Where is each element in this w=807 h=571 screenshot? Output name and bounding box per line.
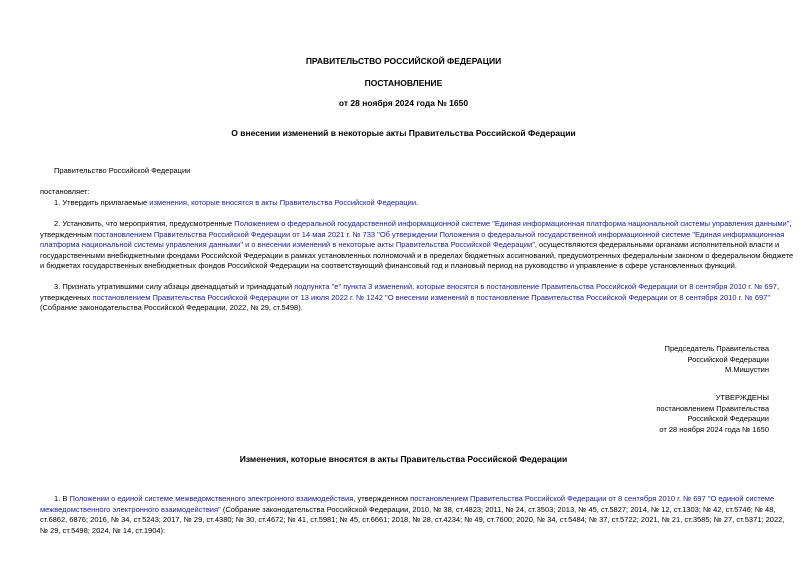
link-regulation-platform[interactable]: Положением о федеральной государственной информационной системе "Единая информационная платформа национальной системы управления данными" bbox=[234, 219, 790, 228]
decides-text: постановляет: bbox=[40, 187, 90, 196]
signature-block: Председатель Правительства Российской Федерации М.Мишустин bbox=[664, 344, 769, 374]
link-decree-733-cont[interactable]: платформа национальной системы управления данными" и о внесении изменений в некоторые акты Правительства Российской Федерации" bbox=[40, 240, 535, 249]
link-decree-697-cont[interactable]: межведомственного электронного взаимодействия" bbox=[40, 504, 221, 514]
paragraph-1: 1. Утвердить прилагаемые изменения, которые вносятся в акты Правительства Российской Федерации. bbox=[54, 198, 419, 207]
document-date-number: от 28 ноября 2024 года № 1650 bbox=[338, 98, 469, 108]
link-decree-733[interactable]: постановлением Правительства Российской Федерации от 14 мая 2021 г. № 733 "Об утверждении Положения о федеральной государственной информационной системе "Единая информационная bbox=[93, 229, 785, 239]
link-changes[interactable]: изменения, которые вносятся в акты Правительства Российской Федерации bbox=[149, 198, 417, 207]
link-subparagraph-e[interactable]: подпункта "е" пункта 3 изменений, которые вносятся в постановление Правительства Российской Федерации от 8 сентября 2010 г. № 697 bbox=[294, 282, 777, 291]
link-decree-1242[interactable]: постановлением Правительства Российской Федерации от 13 июля 2022 г. № 1242 "О внесении изменений в постановление Правительства Российской Федерации от 8 сентября 2010 г. № 697" bbox=[92, 292, 770, 302]
intro-text: Правительство Российской Федерации bbox=[54, 166, 191, 175]
document-subject: О внесении изменений в некоторые акты Правительства Российской Федерации bbox=[231, 128, 576, 138]
link-smev-regulation[interactable]: Положении о единой системе межведомственного электронного взаимодействия bbox=[69, 494, 354, 503]
annex-paragraph-1: 1. В Положении о единой системе межведомственного электронного взаимодействия, утвержденном постановлением Правительства Российской Федерации от 8 сентября 2010 г. № 697 "О единой системе межведомственного электронного взаимодействия" (Собрание законодательства Российской Федерации, 2010, № 38, ст.4823; 2011, № 24, ст.3503; 2013, № 45, ст.5827; 2014, № 12, ст.1303; № 42, ст.5746; № 48, ст.6862, 6876; 2016, № 34, ст.5243; 2017, № 29, ст.4380; № 30, ст.4672; № 41, ст.5981; № 45, ст.6661; 2018, № 28, ст.4234; № 49, ст.7600; 2020, № 34, ст.5484; № 37, ст.5722; 2021, № 21, ст.3585; № 27, ст.5371; 2022, № 29, ст.5498; 2024, № 14, ст.1904): bbox=[40, 494, 785, 535]
approval-block: УТВЕРЖДЕНЫ постановлением Правительства Российской Федерации от 28 ноября 2024 года № 1650 bbox=[656, 393, 769, 434]
link-decree-697[interactable]: постановлением Правительства Российской Федерации от 8 сентября 2010 г. № 697 "О единой системе bbox=[410, 494, 775, 503]
paragraph-2: 2. Установить, что мероприятия, предусмотренные Положением о федеральной государственной информационной системе "Единая информационная платформа национальной системы управления данными", утвержденным постановлением Правительства Российской Федерации от 14 мая 2021 г. № 733 "Об утверждении Положения о федеральной государственной информационной системе "Единая информационная платформа национальной системы управления данными" и о внесении изменений в некоторые акты Правительства Российской Федерации", осуществляются федеральными органами исполнительной власти и государственными внебюджетными фондами Российской Федерации в рамках установленных полномочий и в пределах бюджетных ассигнований, предусмотренных федеральным законом о федеральном бюджете и бюджетах государственных внебюджетных фондов Российской Федерации на соответствующий финансовый год и плановый период на руководство и управление в сфере установленных функций. bbox=[40, 219, 794, 270]
paragraph-3: 3. Признать утратившими силу абзацы двенадцатый и тринадцатый подпункта "е" пункта 3 изменений, которые вносятся в постановление Правительства Российской Федерации от 8 сентября 2010 г. № 697, утвержденных постановлением Правительства Российской Федерации от 13 июля 2022 г. № 1242 "О внесении изменений в постановление Правительства Российской Федерации от 8 сентября 2010 г. № 697" (Собрание законодательства Российской Федерации, 2022, № 29, ст.5498). bbox=[40, 282, 780, 312]
document-type: ПОСТАНОВЛЕНИЕ bbox=[364, 78, 443, 88]
annex-title: Изменения, которые вносятся в акты Правительства Российской Федерации bbox=[239, 454, 568, 464]
government-heading: ПРАВИТЕЛЬСТВО РОССИЙСКОЙ ФЕДЕРАЦИИ bbox=[305, 56, 502, 66]
